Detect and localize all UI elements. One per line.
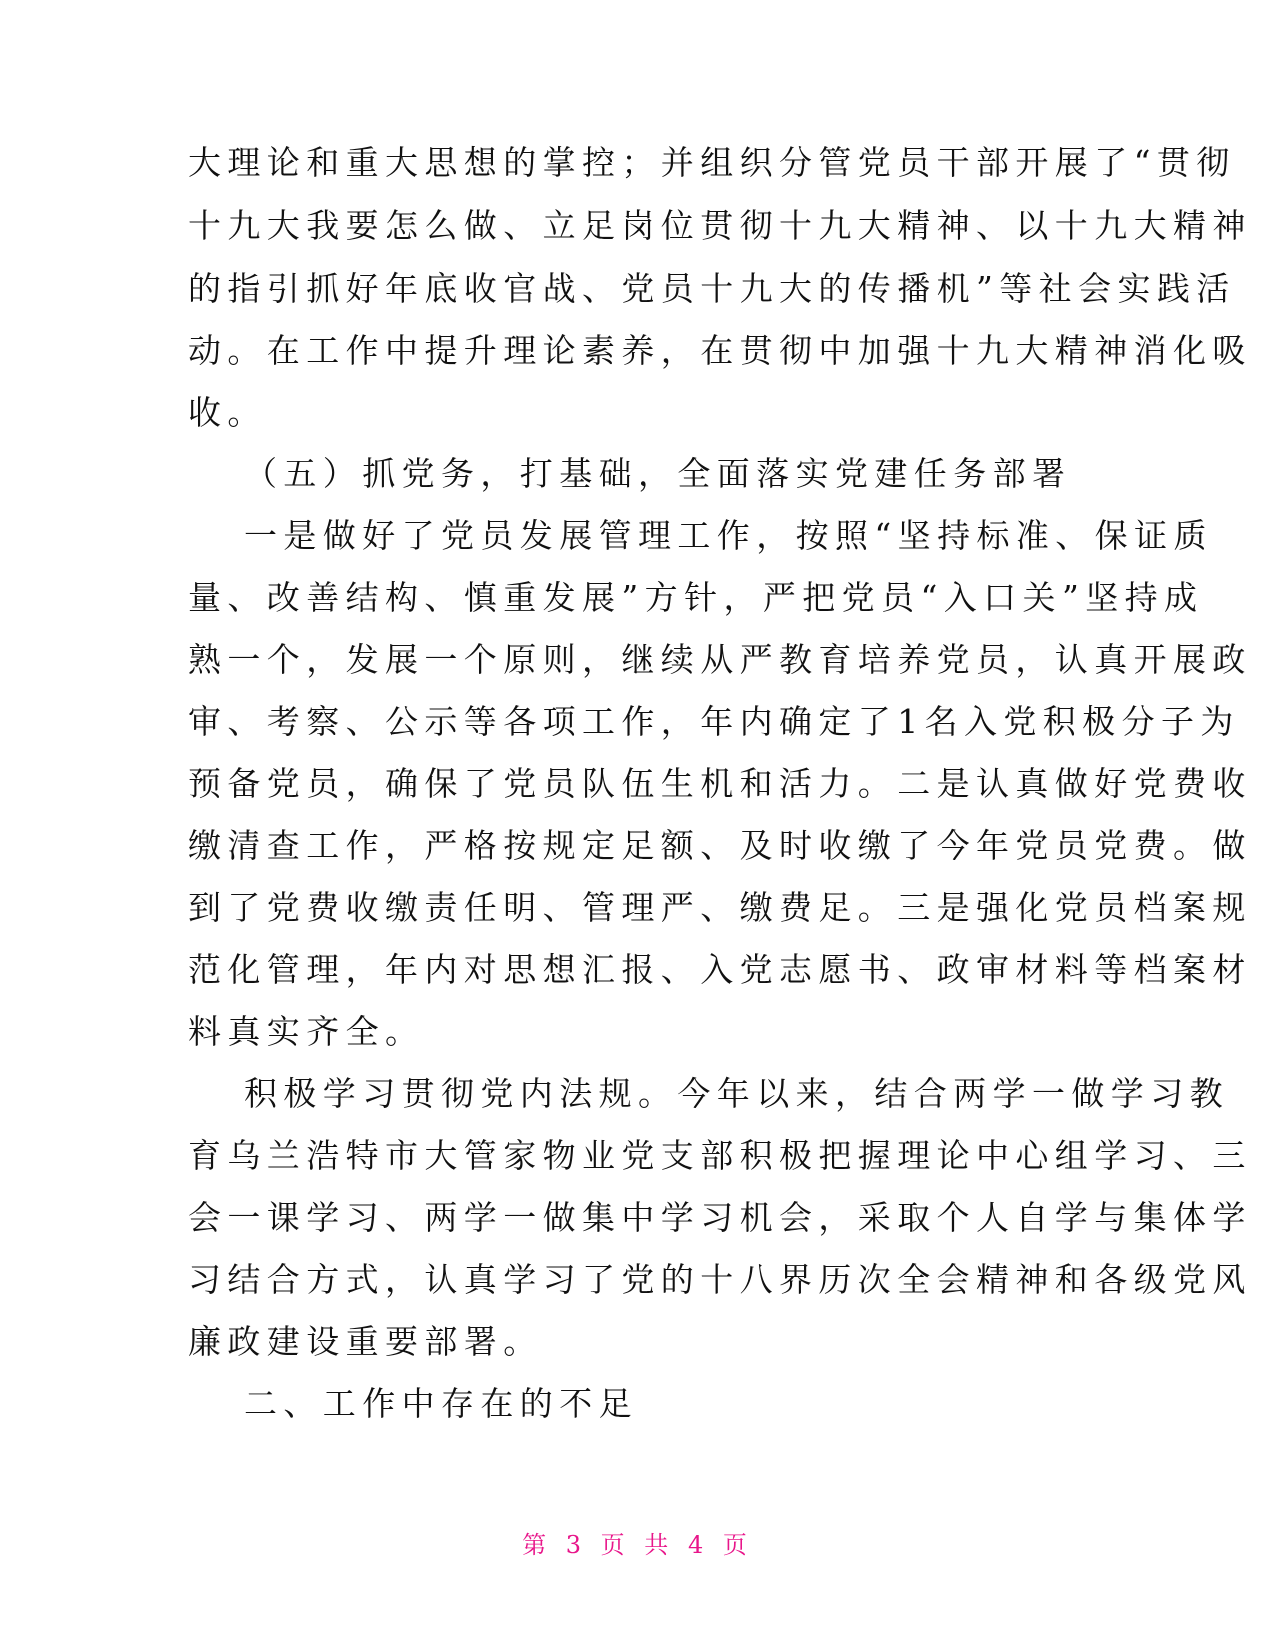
body-text-line: 习结合方式，认真学习了党的十八界历次全会精神和各级党风 — [188, 1260, 1252, 1299]
section-heading: （五）抓党务，打基础，全面落实党建任务部署 — [244, 454, 1072, 493]
body-text-line: 量、改善结构、慎重发展”方针，严把党员“入口关”坚持成 — [188, 578, 1204, 617]
body-text-line: 会一课学习、两学一做集中学习机会，采取个人自学与集体学 — [188, 1198, 1252, 1237]
body-text-line: 积极学习贯彻党内法规。今年以来，结合两学一做学习教 — [244, 1074, 1229, 1113]
body-text-line: 大理论和重大思想的掌控；并组织分管党员干部开展了“贯彻 — [188, 143, 1236, 182]
body-text-line: 十九大我要怎么做、立足岗位贯彻十九大精神、以十九大精神 — [188, 206, 1252, 245]
body-text-line: 到了党费收缴责任明、管理严、缴费足。三是强化党员档案规 — [188, 888, 1252, 927]
body-text-line: 育乌兰浩特市大管家物业党支部积极把握理论中心组学习、三 — [188, 1136, 1252, 1175]
body-text-line: 料真实齐全。 — [188, 1012, 425, 1051]
page-number-footer: 第 3 页 共 4 页 — [522, 1531, 753, 1559]
body-text-line: 收。 — [188, 393, 267, 432]
body-text-line: 动。在工作中提升理论素养，在贯彻中加强十九大精神消化吸 — [188, 331, 1252, 370]
body-text-line: 廉政建设重要部署。 — [188, 1322, 543, 1361]
body-text-line: 一是做好了党员发展管理工作，按照“坚持标准、保证质 — [244, 516, 1213, 555]
body-text-line: 缴清查工作，严格按规定足额、及时收缴了今年党员党费。做 — [188, 826, 1252, 865]
body-text-line: 熟一个，发展一个原则，继续从严教育培养党员，认真开展政 — [188, 640, 1252, 679]
body-text-line: 的指引抓好年底收官战、党员十九大的传播机”等社会实践活 — [188, 269, 1236, 308]
body-text-line: 审、考察、公示等各项工作，年内确定了1名入党积极分子为 — [188, 702, 1240, 741]
body-text-line: 范化管理，年内对思想汇报、入党志愿书、政审材料等档案材 — [188, 950, 1252, 989]
section-heading: 二、工作中存在的不足 — [244, 1384, 638, 1423]
body-text-line: 预备党员，确保了党员队伍生机和活力。二是认真做好党费收 — [188, 764, 1252, 803]
